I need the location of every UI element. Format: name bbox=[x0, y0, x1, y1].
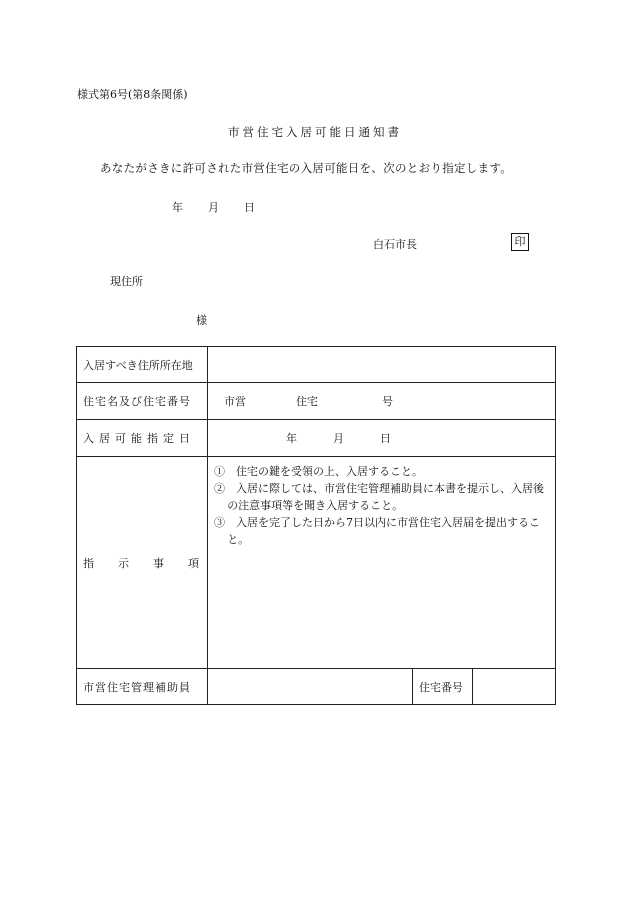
house-name-text: 住宅 bbox=[296, 395, 318, 408]
row-label-instructions bbox=[77, 457, 208, 669]
table-row bbox=[77, 383, 556, 420]
table-row bbox=[77, 669, 556, 705]
house-number-value-cell[interactable] bbox=[473, 669, 556, 705]
intro-text: あなたがさきに許可された市営住宅の入居可能日を、次のとおり指定します。 bbox=[100, 161, 513, 175]
seal-mark: 印 bbox=[511, 233, 529, 251]
current-address-label: 現住所 bbox=[110, 275, 143, 288]
row-label-address: 入居すべき住所所在地 bbox=[77, 347, 208, 383]
issuer-mayor: 白石市長 bbox=[373, 238, 417, 251]
assistant-name-cell[interactable] bbox=[208, 669, 413, 705]
house-number-text: 号 bbox=[382, 395, 393, 408]
instr-label-char: 事 bbox=[153, 556, 164, 570]
house-value-cell[interactable] bbox=[208, 383, 556, 420]
house-city-text: 市営 bbox=[224, 395, 246, 408]
date-month-label: 月 bbox=[208, 201, 219, 214]
document-title: 市営住宅入居可能日通知書 bbox=[228, 125, 402, 139]
form-number: 様式第6号(第8条関係) bbox=[77, 88, 188, 101]
instruction-item: ② 入居に際しては、市営住宅管理補助員に本書を提示し、入居後の注意事項等を聞き入居すること。 bbox=[214, 482, 544, 512]
row-label-house: 住宅名及び住宅番号 bbox=[77, 383, 208, 420]
instruction-item: ③ 入居を完了した日から7日以内に市営住宅入居届を提出すること。 bbox=[214, 516, 540, 546]
table-row bbox=[77, 420, 556, 457]
notice-table bbox=[76, 346, 556, 705]
date-year-label: 年 bbox=[172, 201, 183, 214]
instr-label-char: 項 bbox=[188, 556, 199, 570]
date-value-cell[interactable] bbox=[208, 420, 556, 457]
entry-day-text: 日 bbox=[380, 432, 391, 445]
date-day-label: 日 bbox=[244, 201, 255, 214]
table-row bbox=[77, 347, 556, 383]
instr-label-char: 指 bbox=[83, 556, 94, 570]
row-label-date: 入居可能指定日 bbox=[77, 420, 208, 457]
recipient-honorific: 様 bbox=[196, 314, 207, 327]
instructions-cell bbox=[208, 457, 556, 669]
house-number-label: 住宅番号 bbox=[413, 669, 473, 705]
instr-label-char: 示 bbox=[118, 556, 129, 570]
entry-month-text: 月 bbox=[333, 432, 344, 445]
address-value-cell[interactable] bbox=[208, 347, 556, 383]
row-label-assistant: 市営住宅管理補助員 bbox=[77, 669, 208, 705]
table-row bbox=[77, 457, 556, 669]
instruction-item: ① 住宅の鍵を受領の上、入居すること。 bbox=[214, 465, 423, 478]
entry-year-text: 年 bbox=[286, 432, 297, 445]
